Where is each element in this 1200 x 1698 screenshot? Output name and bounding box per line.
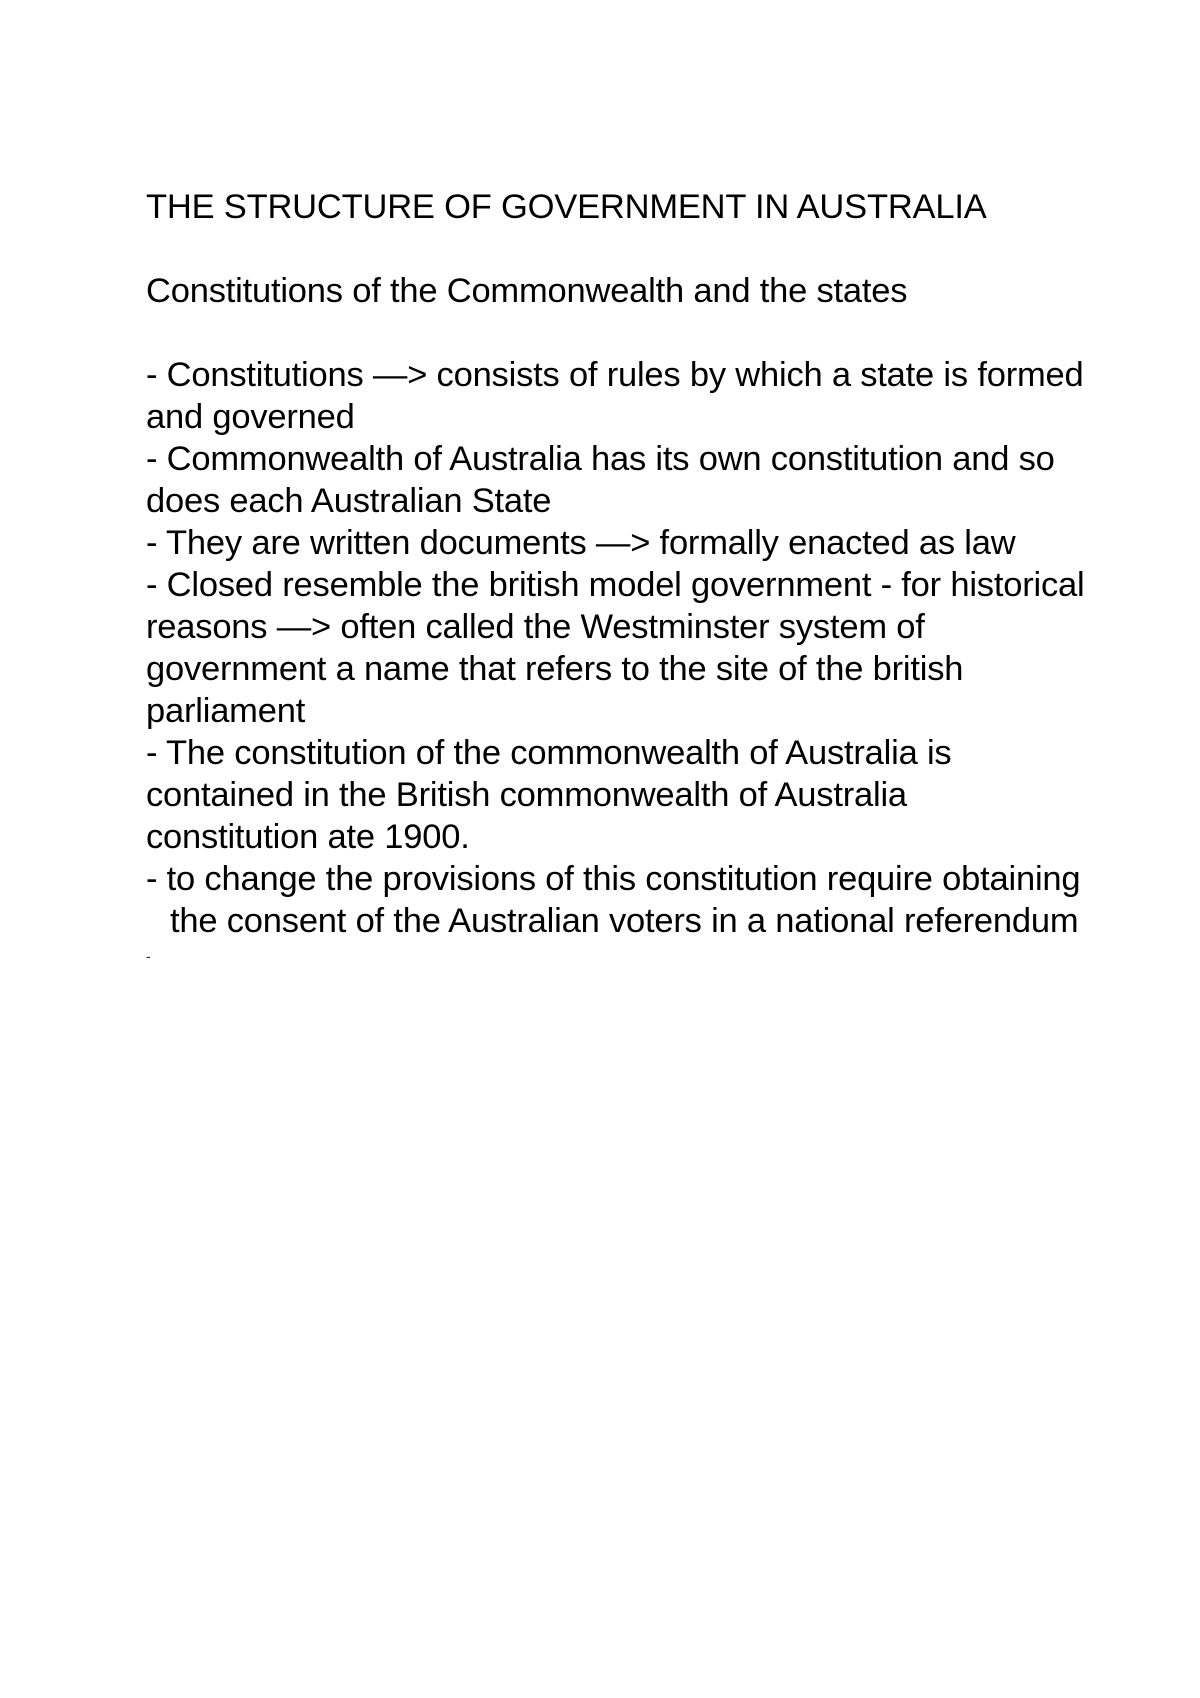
bullet-list bbox=[146, 354, 1086, 942]
bullet-point: - Constitutions —> consists of rules by which a state is formed and governed bbox=[146, 356, 1084, 436]
bullet-point: - Closed resemble the british model government - for historical reasons —> often called the Westminster system of government a name that refers to the site of the british parliament bbox=[146, 566, 1085, 730]
bullet-point: - to change the provisions of this constitution require obtaining the consent of the Australian voters in a national referendum bbox=[146, 860, 1081, 940]
bullet-point: - Commonwealth of Australia has its own constitution and so does each Australian State bbox=[146, 440, 1055, 520]
document-content bbox=[146, 186, 1086, 966]
section-heading: Constitutions of the Commonwealth and the states bbox=[146, 272, 908, 310]
bullet-point: - The constitution of the commonwealth of Australia is contained in the British commonwealth of Australia constitution ate 1900. bbox=[146, 734, 952, 856]
trailing-dash: - bbox=[146, 948, 151, 964]
bullet-point: - They are written documents —> formally enacted as law bbox=[146, 524, 1016, 562]
document-title: THE STRUCTURE OF GOVERNMENT IN AUSTRALIA bbox=[146, 188, 987, 226]
